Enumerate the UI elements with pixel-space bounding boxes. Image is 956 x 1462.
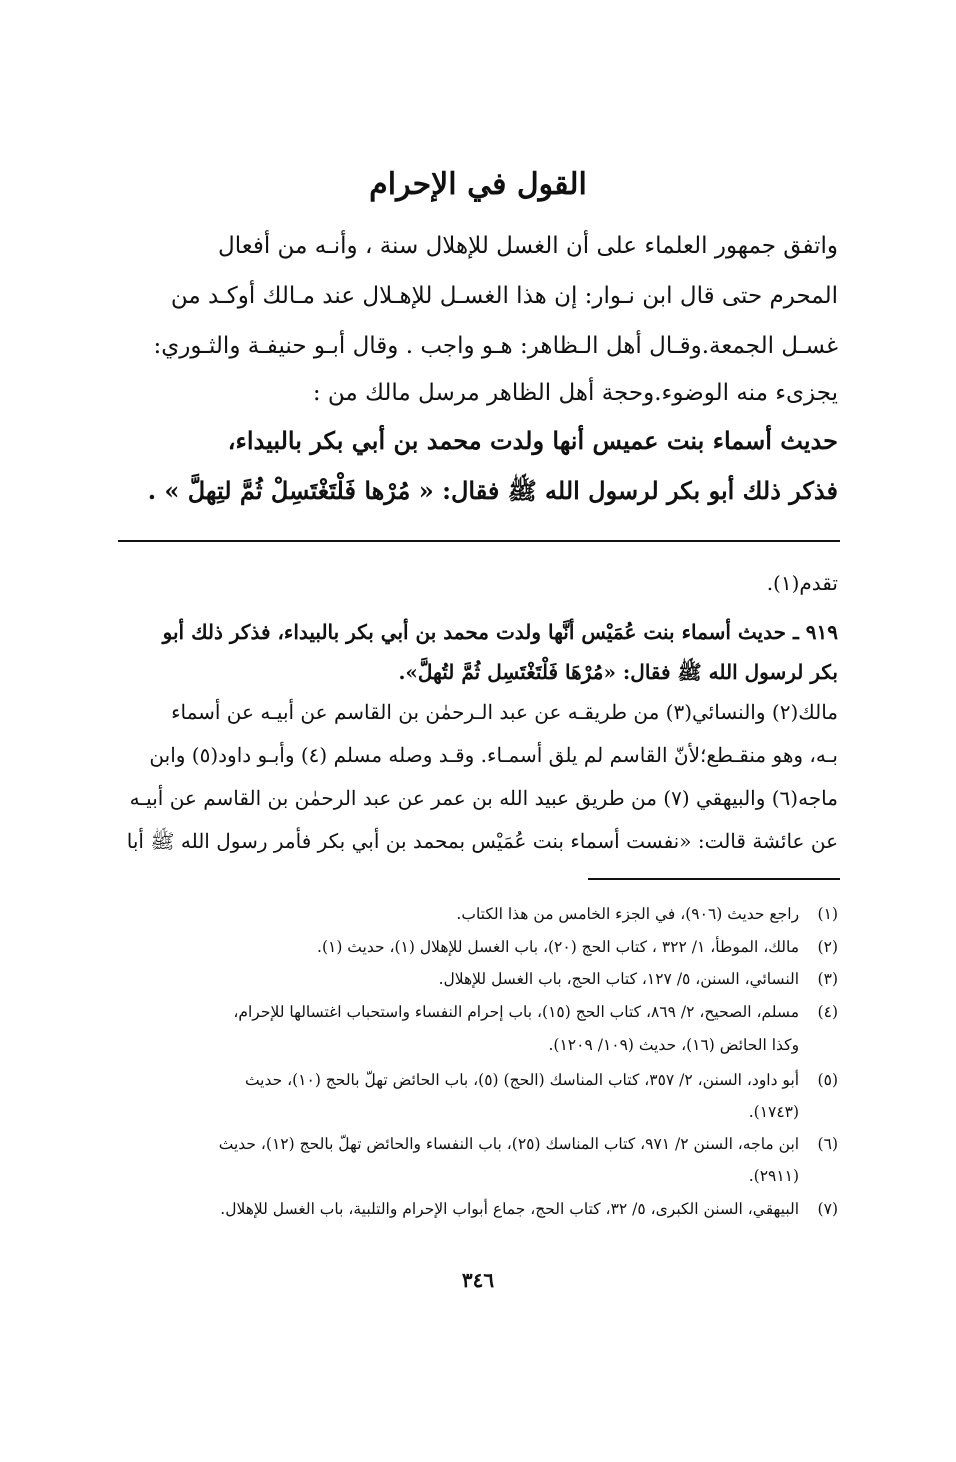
footnote-number: (٧) [817,1200,838,1218]
footnote-text: مالك، الموطأ، ١/ ٣٢٢ ، كتاب الحج (٢٠)، باب الغسل للإهلال (١)، حديث (١). [317,938,800,956]
footnote-text: وكذا الحائض (١٦)، حديث (١٠٩/ ١٢٠٩). [548,1036,800,1054]
footnote-continuation [112,1029,838,1062]
commentary-line: تقدم(١). [766,571,838,595]
footnote [112,1193,838,1226]
footnote-continuation [112,1160,838,1193]
page-number: ٣٤٦ [461,1268,495,1292]
footnote-number: (١) [817,905,838,923]
footnote [112,931,838,964]
footnote [112,898,838,931]
footnote-number: (٦) [817,1135,838,1153]
footnote-text: راجع حديث (٩٠٦)، في الجزء الخامس من هذا الكتاب. [456,905,800,923]
hadith-header-line: بكر لرسول الله ﷺ فقال: «مُرْهَا فَلْتَغْتَسِل ثُمَّ لتُهلَّ». [398,660,838,684]
main-text-line: واتفق جمهور العلماء على أن الغسل للإهلال سنة ، وأنـه من أفعال [218,233,838,259]
footnote-continuation [112,1096,838,1129]
section-title: القول في الإحرام [369,167,587,202]
commentary-line: بـه، وهو منقـطع؛لأنّ القاسم لم يلق أسمـاء. وقـد وصله مسلم (٤) وأبـو داود(٥) وابن [149,743,838,767]
main-text-line: يجزىء منه الوضوء.وحجة أهل الظاهر مرسل مالك من : [312,380,838,406]
footnote-text: (١٧٤٣). [748,1103,800,1121]
footnote-text: البيهقي، السنن الكبرى، ٥/ ٣٢، كتاب الحج، جماع أبواب الإحرام والتلبية، باب الغسل للإهلال. [220,1200,800,1218]
main-hadith-line: حديث أسماء بنت عميس أنها ولدت محمد بن أبي بكر بالبيداء، [227,426,838,455]
footnote-number: (٣) [817,970,838,988]
commentary-line: ماجه(٦) والبيهقي (٧) من طريق عبيد الله بن عمر عن عبد الرحمٰن بن القاسم عن أبيـه [129,786,838,810]
footnote [112,963,838,996]
main-hadith-line: فذكر ذلك أبو بكر لرسول الله ﷺ فقال: « مُرْها فَلْتَغْتَسِلْ ثُمَّ لتِهلَّ » . [147,476,838,505]
footnote-number: (٢) [817,938,838,956]
footnote-text: مسلم، الصحيح، ٢/ ٨٦٩، كتاب الحج (١٥)، باب إحرام النفساء واستحباب اغتسالها للإحرام، [233,1003,800,1021]
footnote [112,1128,838,1161]
main-text-line: غسـل الجمعة.وقـال أهل الـظاهر: هـو واجب . وقال أبـو حنيفـة والثـوري: [153,333,838,359]
footnote-number: (٥) [817,1071,838,1089]
footnote-text: (٢٩١١). [748,1167,800,1185]
footnote-text: النسائي، السنن، ٥/ ١٢٧، كتاب الحج، باب الغسل للإهلال. [438,970,800,988]
commentary-line: مالك(٢) والنسائي(٣) من طريقـه عن عبد الـرحمٰن بن القاسم عن أبيـه عن أسماء [171,700,838,724]
footnote-divider [588,878,840,880]
footnote [112,1064,838,1097]
footnote-text: ابن ماجه، السنن ٢/ ٩٧١، كتاب المناسك (٢٥)، باب النفساء والحائض تهلّ بالحج (١٢)، حديث [218,1135,800,1153]
text-divider [118,540,840,542]
footnote [112,996,838,1029]
hadith-header-line: ٩١٩ ـ حديث أسماء بنت عُمَيْس أنَّها ولدت محمد بن أبي بكر بالبيداء، فذكر ذلك أبو [162,620,838,644]
main-text-line: المحرم حتى قال ابن نـوار: إن هذا الغسـل للإهـلال عند مـالك أوكـد من [170,283,838,309]
commentary-line: عن عائشة قالت: «نفست أسماء بنت عُمَيْس بمحمد بن أبي بكر فأمر رسول الله ﷺ أبا [126,829,838,853]
footnote-number: (٤) [817,1003,838,1021]
footnote-text: أبو داود، السنن، ٢/ ٣٥٧، كتاب المناسك (الحج) (٥)، باب الحائض تهلّ بالحج (١٠)، حديث [244,1071,800,1089]
